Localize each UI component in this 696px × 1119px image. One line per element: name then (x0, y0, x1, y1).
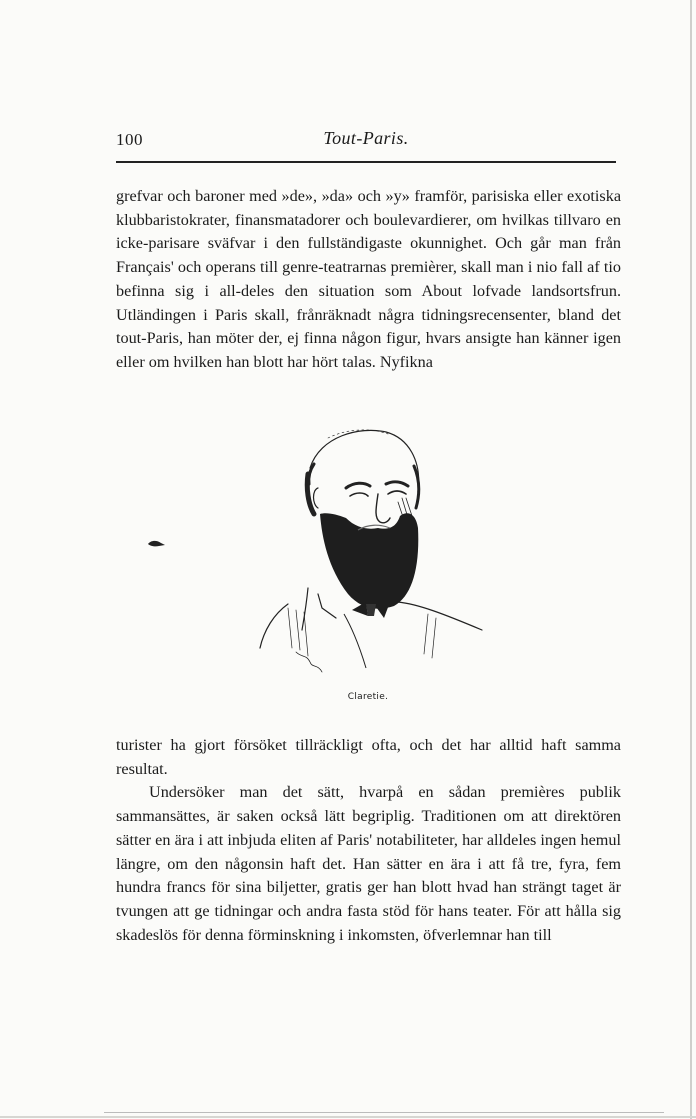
paragraph-continued: grefvar och baroner med »de», »da» och »y» framför, parisiska eller exotiska klubbaristokrater, finansmatadorer och boulevardierer, om hvilkas tillvaro en icke-parisare sväfvar i den fullständigaste okunnighet. Och går man från Français' och operans till genre-teatrarnas premièrer, skall man i nio fall af tio befinna sig i all-deles den situation som About lofvade landsortsfrun. Utländingen i Paris skall, frånräknadt några tidningsrecensenter, bland det tout-Paris, han möter der, ej finna någon figur, hvars ansigte han känner igen eller om hvilken han blott har hört talas. Nyfikna (116, 187, 621, 371)
body-text-bottom (116, 734, 621, 947)
page-number: 100 (116, 130, 143, 149)
header-rule (116, 161, 616, 163)
paragraph: Undersöker man det sätt, hvarpå en sådan premières publik sammansättes, är saken också lätt begriplig. Traditionen om att direktören sätter en ära i att inbjuda eliten af Paris' notabiliteter, har alldeles ingen hemul längre, om den någonsin haft det. Han sätter en ära i att få tre, fyra, fem hundra francs för sina biljetter, gratis ger han blott hvad han strängt taget är tvungen att ge tidningar och andra fasta stöd för hans teater. För att hålla sig skadeslös för denna förminskning i inkomsten, öfverlemnar han till (116, 783, 621, 944)
page-edge-right (690, 0, 692, 1119)
page-edge-bottom (0, 1116, 696, 1118)
page-bottom-line (104, 1112, 664, 1113)
running-title: Tout-Paris. (323, 128, 409, 148)
portrait-engraving (248, 418, 488, 686)
paragraph-continued-2: turister ha gjort försöket tillräckligt ofta, och det har alltid haft samma resultat. (116, 736, 621, 778)
figure-caption: Claretie. (347, 692, 389, 702)
ink-smudge (147, 538, 167, 548)
body-text-top (116, 185, 621, 375)
